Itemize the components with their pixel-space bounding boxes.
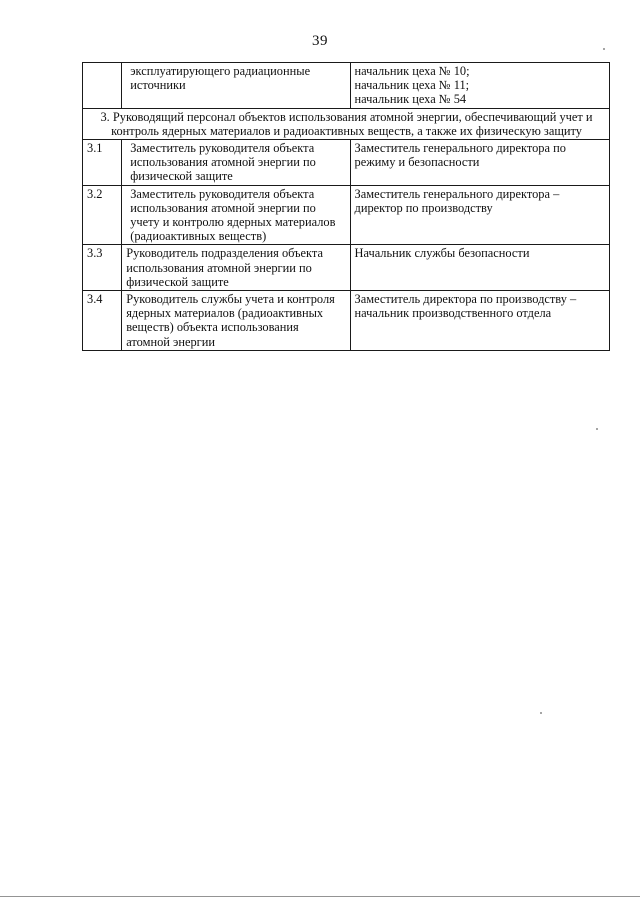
table-row <box>83 140 610 186</box>
row-number-cell <box>83 63 122 109</box>
superior-text: директор по производству <box>354 200 493 215</box>
section-heading-line: контроль ядерных материалов и радиоактивных веществ, а также их физическую защиту <box>111 123 582 138</box>
table-row <box>83 291 610 351</box>
superior-cell <box>350 245 609 291</box>
position-text: учету и контролю ядерных материалов <box>130 215 336 230</box>
position-text: Руководитель подразделения объекта <box>126 246 323 261</box>
scan-speck <box>596 428 598 430</box>
position-text: Руководитель службы учета и контроля <box>126 292 335 307</box>
position-text: физической защите <box>126 274 229 289</box>
page-number: 39 <box>312 33 328 49</box>
row-number-cell: 3.1 <box>83 140 122 186</box>
section-heading-row <box>83 108 610 139</box>
position-text: эксплуатирующего радиационные <box>130 64 311 78</box>
superior-text: Заместитель генерального директора по <box>354 141 566 156</box>
position-text: использования атомной энергии по <box>130 155 316 170</box>
position-text: ядерных материалов (радиоактивных <box>126 306 324 321</box>
position-text: атомной энергии <box>126 334 215 349</box>
position-text: источники <box>130 78 186 93</box>
position-text: Заместитель руководителя объекта <box>130 141 315 156</box>
superior-cell <box>350 63 609 109</box>
position-cell <box>122 140 350 186</box>
table-row <box>83 185 610 245</box>
table-row-continued <box>83 63 610 109</box>
position-cell <box>122 291 350 351</box>
position-text: физической защите <box>130 169 233 184</box>
superior-cell <box>350 140 609 186</box>
section-heading <box>83 108 610 139</box>
superior-text: начальник цеха № 54 <box>354 92 467 107</box>
position-text: веществ) объекта использования <box>126 320 299 335</box>
scan-speck <box>540 712 542 714</box>
scan-speck <box>603 48 605 50</box>
position-text: (радиоактивных веществ) <box>130 229 267 244</box>
superior-text: Заместитель директора по производству – <box>354 292 577 307</box>
table-row <box>83 245 610 291</box>
superior-text: режиму и безопасности <box>354 155 480 170</box>
position-cell <box>122 63 350 109</box>
position-cell <box>122 245 350 291</box>
row-number-cell: 3.3 <box>83 245 122 291</box>
superior-text: Заместитель генерального директора – <box>354 186 560 201</box>
superior-cell <box>350 291 609 351</box>
superior-cell <box>350 185 609 245</box>
position-text: использования атомной энергии по <box>130 200 316 215</box>
position-text: использования атомной энергии по <box>126 260 312 275</box>
position-cell <box>122 185 350 245</box>
position-text: Заместитель руководителя объекта <box>130 186 315 201</box>
superior-text: начальник цеха № 10; <box>354 64 470 78</box>
row-number-cell: 3.4 <box>83 291 122 351</box>
superior-text: начальник цеха № 11; <box>354 78 470 93</box>
section-heading-line: 3. Руководящий персонал объектов использования атомной энергии, обеспечивающий учет и <box>100 109 593 124</box>
superior-text: начальник производственного отдела <box>354 306 552 321</box>
row-number-cell: 3.2 <box>83 185 122 245</box>
positions-table <box>82 62 610 351</box>
superior-text: Начальник службы безопасности <box>354 246 530 261</box>
scan-edge-line <box>0 896 640 897</box>
